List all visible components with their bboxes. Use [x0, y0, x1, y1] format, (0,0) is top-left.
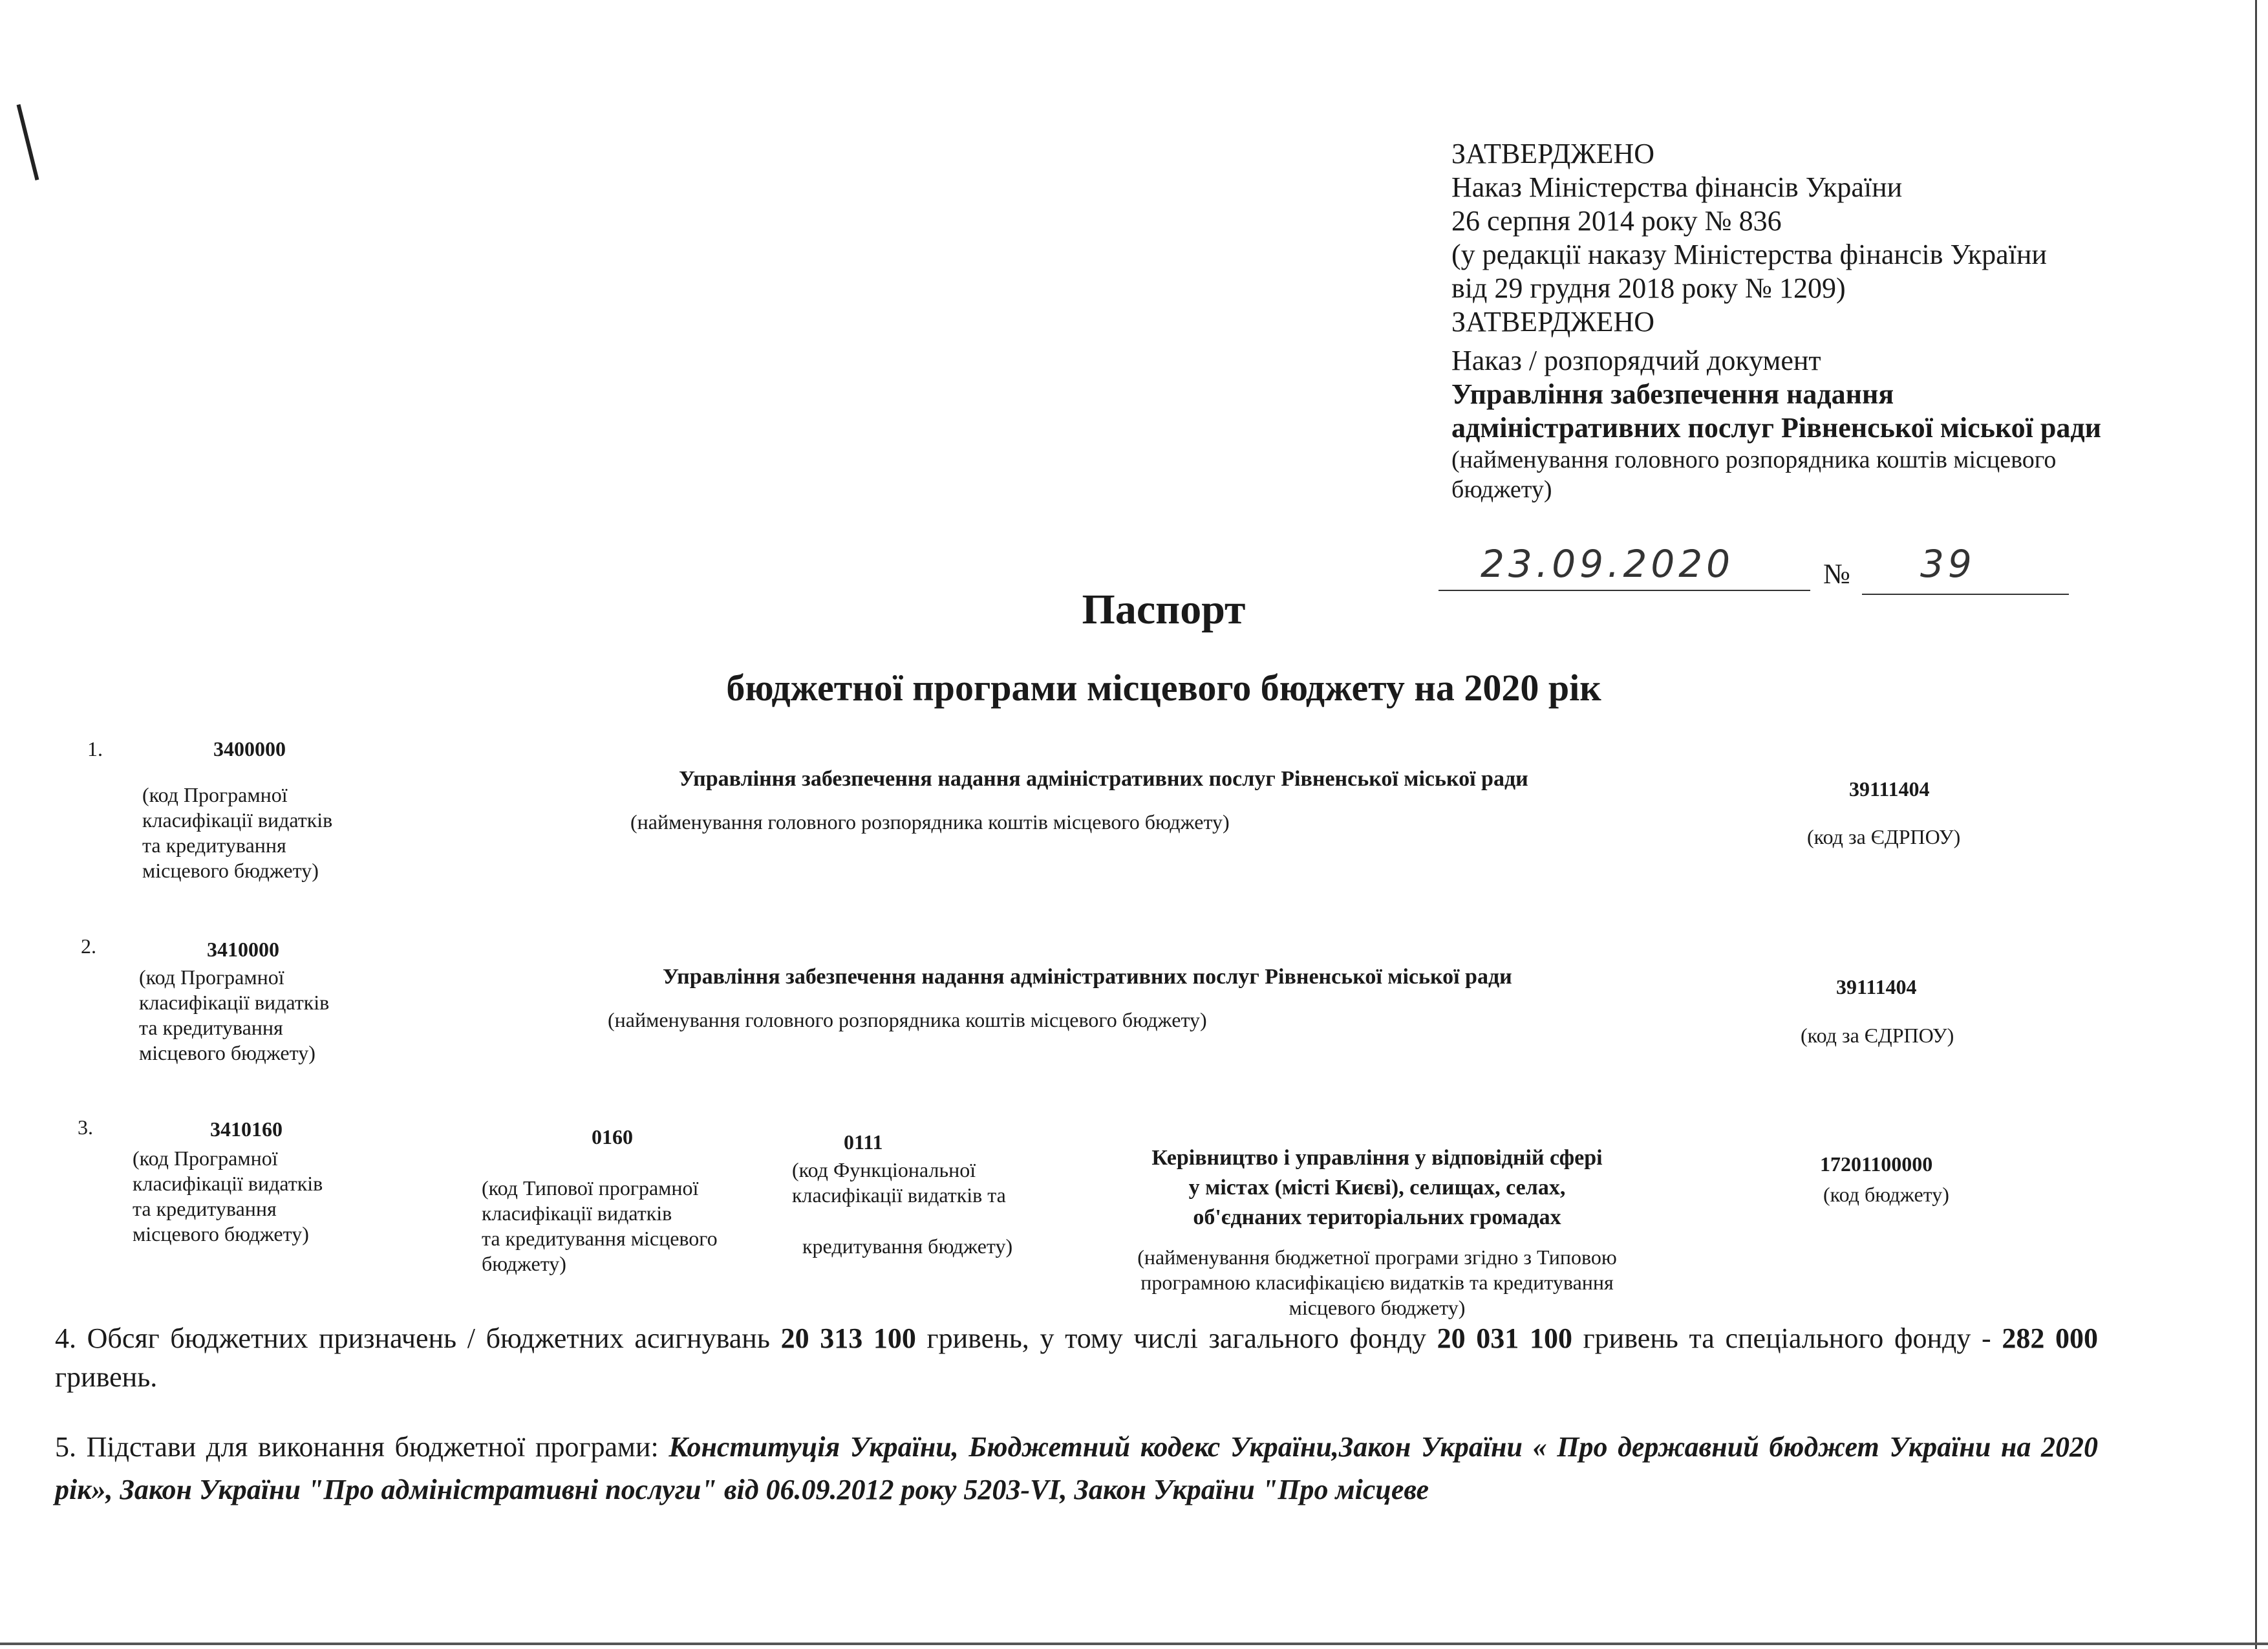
row3-budget-caption: (код бюджету)	[1823, 1183, 1949, 1206]
row1-org-name: Управління забезпечення надання адміністративних послуг Рівненської міської ради	[679, 767, 1528, 791]
order-doc: Наказ / розпорядчий документ	[1451, 345, 1821, 376]
doc-subtitle: бюджетної програми місцевого бюджету на 2020 рік	[726, 667, 1601, 709]
org-line-2: адміністративних послуг Рівненської міської ради	[1451, 412, 2101, 444]
item5-basis-text: Конституція України, Бюджетний кодекс України,Закон України « Про державний бюджет України на 2020 рік», Закон України "Про адміністративні послуги" від 06.09.2012 року 5203-VI, Закон України "Про місцеве	[55, 1431, 2098, 1505]
item4-special-fund: 282 000	[2002, 1322, 2099, 1354]
row2-program-code: 3410000	[207, 938, 279, 961]
row1-program-code: 3400000	[213, 737, 286, 760]
row3-typical-caption: (код Типової програмної класифікації видатків та кредитування місцевого бюджету)	[482, 1176, 718, 1275]
scan-bottom-edge	[0, 1643, 2268, 1645]
item4-total: 20 313 100	[780, 1322, 916, 1354]
edition-line-1: (у редакції наказу Міністерства фінансів України	[1451, 239, 2047, 270]
approved-heading-2: ЗАТВЕРДЖЕНО	[1451, 306, 1655, 338]
order-date: 26 серпня 2014 року № 836	[1451, 205, 1782, 237]
scan-edge	[2255, 0, 2257, 1649]
row3-code-caption: (код Програмної класифікації видатків та кредитування місцевого бюджету)	[133, 1147, 323, 1245]
row1-edrpou-caption: (код за ЄДРПОУ)	[1807, 825, 1961, 848]
org-caption-2: бюджету)	[1451, 476, 1552, 503]
row3-func-code: 0111	[844, 1130, 883, 1154]
row2-edrpou: 39111404	[1836, 975, 1917, 998]
row3-program-caption: (найменування бюджетної програми згідно з Типовою програмною класифікацією видатків та кредитування місцевого бюджету)	[1137, 1245, 1617, 1319]
row3-program-code: 3410160	[210, 1117, 283, 1141]
row3-number: 3.	[78, 1116, 93, 1139]
org-line-1: Управління забезпечення надання	[1451, 378, 1894, 410]
org-caption-1: (найменування головного розпорядника коштів місцевого	[1451, 446, 2057, 473]
item4-paragraph: 4. Обсяг бюджетних призначень / бюджетних асигнувань 20 313 100 гривень, у тому числі загального фонду 20 031 100 гривень та спеціального фонду - 282 000 гривень.	[55, 1322, 2099, 1393]
row3-typical-code: 0160	[592, 1125, 633, 1148]
approval-block	[1451, 137, 2101, 504]
handwritten-date: 23.09.2020	[1481, 542, 1735, 586]
scan-mark	[17, 104, 39, 180]
approved-heading-1: ЗАТВЕРДЖЕНО	[1451, 138, 1655, 169]
row1-number: 1.	[87, 737, 103, 760]
row2-org-caption: (найменування головного розпорядника коштів місцевого бюджету)	[608, 1008, 1207, 1031]
edition-line-2: від 29 грудня 2018 року № 1209)	[1451, 272, 1846, 304]
row2-code-caption: (код Програмної класифікації видатків та кредитування місцевого бюджету)	[139, 965, 330, 1064]
row2-number: 2.	[81, 934, 96, 958]
row2-org-name: Управління забезпечення надання адміністративних послуг Рівненської міської ради	[663, 965, 1512, 989]
item4-general-fund: 20 031 100	[1437, 1322, 1572, 1354]
row1-edrpou: 39111404	[1849, 777, 1930, 801]
number-label: №	[1823, 558, 1850, 590]
order-mof: Наказ Міністерства фінансів України	[1451, 171, 1903, 203]
row1-code-caption: (код Програмної класифікації видатків та кредитування місцевого бюджету)	[142, 783, 333, 882]
handwritten-number: 39	[1920, 542, 1976, 586]
row2-edrpou-caption: (код за ЄДРПОУ)	[1801, 1024, 1954, 1047]
row3-program-name: Керівництво і управління у відповідній сфері у містах (місті Києві), селищах, селах, об'єднаних територіальних громадах	[1151, 1146, 1603, 1229]
doc-title: Паспорт	[1082, 586, 1246, 633]
item5-paragraph: 5. Підстави для виконання бюджетної програми: Конституція України, Бюджетний кодекс України,Закон України « Про державний бюджет України на 2020 рік», Закон України "Про адміністративні послуги" від 06.09.2012 року 5203-VI, Закон України "Про місцеве	[55, 1431, 2098, 1505]
row3-budget-code: 17201100000	[1820, 1152, 1933, 1176]
row1-org-caption: (найменування головного розпорядника коштів місцевого бюджету)	[630, 810, 1230, 834]
row3-func-caption: (код Функціональної класифікації видатків та кредитування бюджету)	[792, 1158, 1013, 1258]
